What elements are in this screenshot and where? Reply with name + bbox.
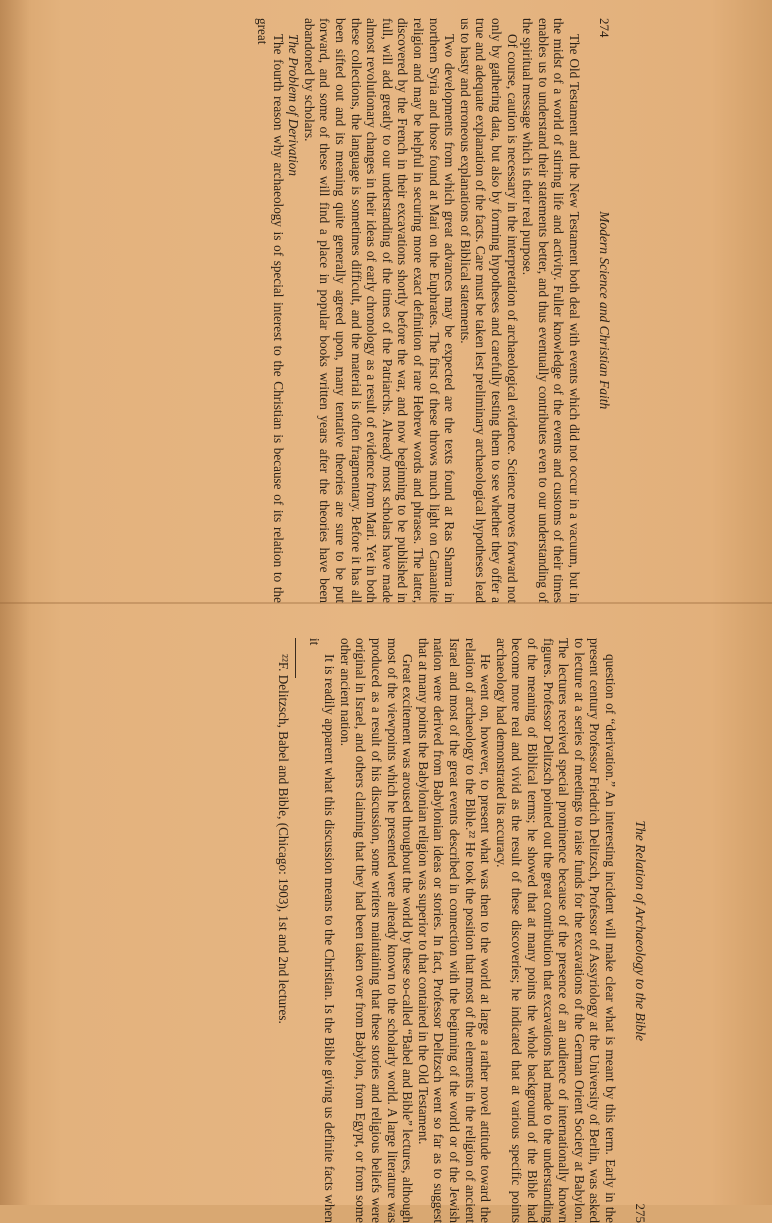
footnote-rule [295, 638, 296, 678]
running-head-title: Modern Science and Christian Faith [596, 211, 612, 409]
body-text-275 [276, 638, 618, 1223]
footnote: ²²F. Delitzsch, Babel and Bible, (Chicago: 1903), 1st and 2nd lectures. [276, 638, 292, 1223]
page-number: 275 [632, 1204, 648, 1223]
paragraph: The Old Testament and the New Testament both deal with events which did not occur in a vacuum, but in the midst of a world of stirring life and activity. Fuller knowledge of the events and customs of their times enables us to understand their statements better, and thus eventually contributes even to our understanding of the spiritual message which is their real purpose. [520, 18, 582, 603]
running-head-title: The Relation of Archaeology to the Bible [632, 821, 648, 1041]
paragraph: He went on, however, to present what was then to the world at large a rather novel attitude toward the relation of archaeology to the Bible.²² He took the position that most of the elements in the religion of ancient Israel and most of the great events described in connection with the beginning of the world or of the Jewish nation were derived from Babylonian ideas or stories. In fact, Professor Delitzsch went so far as to suggest that at many points the Babylonian religion was superior to that contained in the Old Testament. [415, 638, 493, 1223]
paragraph: The fourth reason why archaeology is of special interest to the Christian is because of its relation to the great [255, 18, 286, 603]
running-head-275 [632, 638, 648, 1223]
page-number: 274 [596, 18, 612, 38]
section-subheading: The Problem of Derivation [286, 18, 302, 603]
paragraph: Of course, caution is necessary in the interpretation of archaeological evidence. Science moves forward not only by gathering data, but also by forming hypotheses and carefully testing them to see whether they offer a true and adequate explanation of the facts. Care must be taken lest preliminary archaeological hypotheses lead us to hasty and erroneous explanations of Biblical statements. [457, 18, 519, 603]
page-275 [98, 638, 648, 1223]
paragraph: Great excitement was aroused throughout the world by these so-called “Babel and Bible” lectures, although most of the viewpoints which he presented were already known to the scholarly world. A large literature was produced as a result of his discussion, some writers maintaining that these stories and religious beliefs were original in Israel, and others claiming that they had been taken over from Babylon, from Egypt, or from some other ancient nation. [337, 638, 415, 1223]
body-text-274 [255, 18, 582, 603]
paragraph: question of “derivation.” An interesting incident will make clear what is meant by this term. Early in the present century Professor Friedrich Delitzsch, Professor of Assyriology at the University of Berlin, was asked to lecture at a series of meetings to raise funds for the excavations of the German Orient Society at Babylon. The lectures received special prominence because of the presence of an audience of internationally known figures. Professor Delitzsch pointed out the great contribution that excavations had made to the understanding of the meaning of Biblical terms; he showed that at many points the whole background of the Bible had become more real and vivid as the result of these discoveries; he indicated that at various specific points archaeology had demonstrated its accuracy. [493, 638, 618, 1223]
paragraph: It is readily apparent what this discussion means to the Christian. Is the Bible giving us definite facts when it [306, 638, 337, 1223]
running-head-274 [596, 18, 612, 603]
paragraph: Two developments from which great advances may be expected are the texts found at Ras Shamra in northern Syria and those found at Mari on the Euphrates. The first of these throws much light on Canaanite religion and may be helpful in securing more exact definition of rare Hebrew words and phrases. The latter, discovered by the French in their excavations shortly before the war, and now beginning to be published in full, will add greatly to our understanding of the times of the Patriarchs. Already most scholars have made almost revolutionary changes in their ideas of early chronology as a result of evidence from Mari. Yet in both these collections, the language is sometimes difficult, and the material is often fragmentary. Before it has all been sifted out and its meaning quite generally agreed upon, many tentative theories are sure to be put forward, and some of these will find a place in popular books written years after the theories have been abandoned by scholars. [301, 18, 457, 603]
page-274 [62, 18, 612, 603]
